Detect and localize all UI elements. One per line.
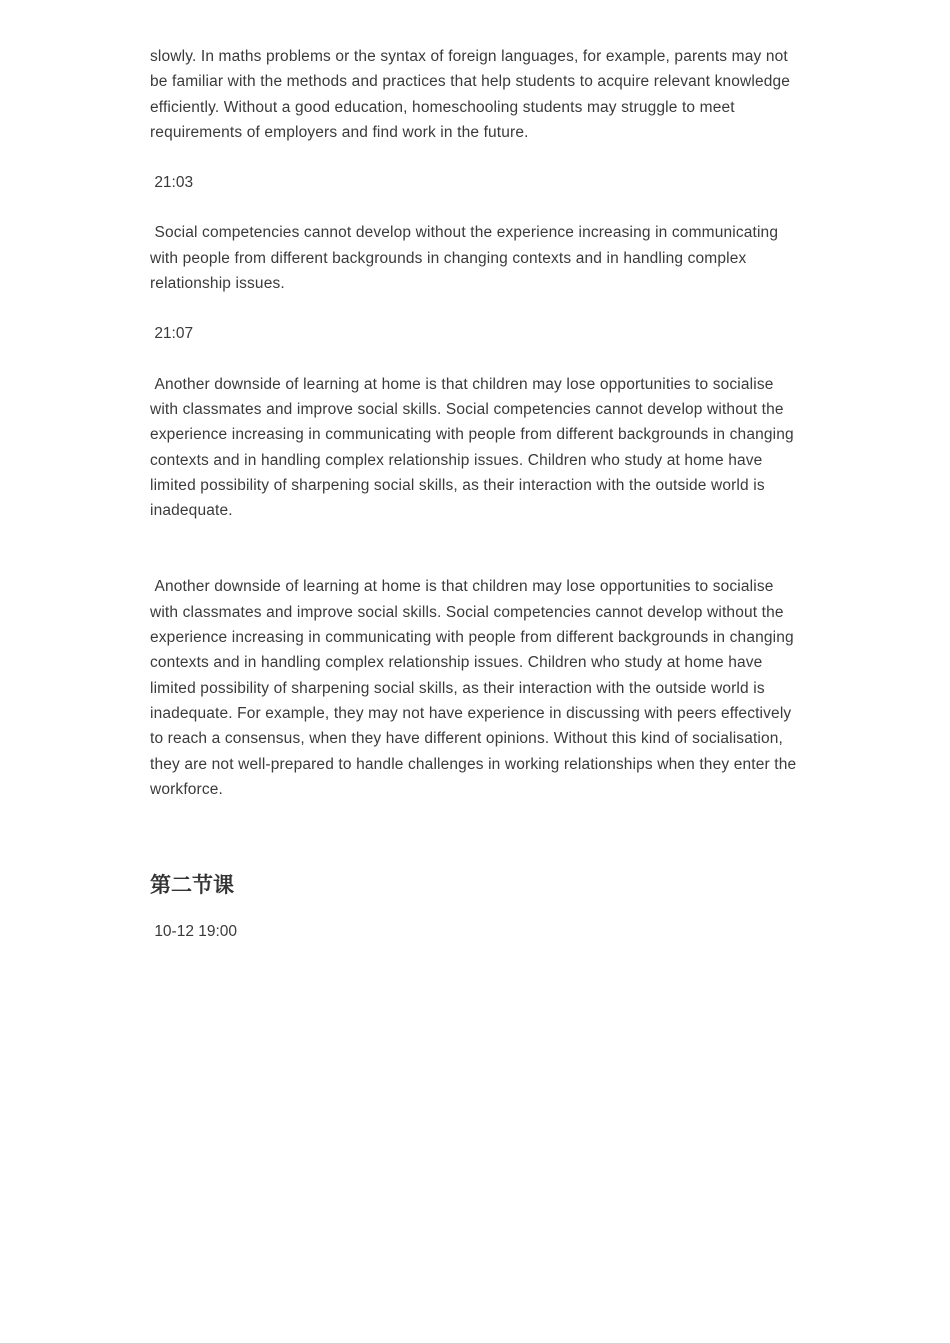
timestamp-2107: 21:07 [150, 325, 194, 343]
section-header [150, 871, 800, 944]
spacer [150, 347, 800, 372]
paragraph-downside-full: Another downside of learning at home is that children may lose opportunities to socialise with classmates and improve social skills. Social competencies cannot develop without the experience increasing in communicating with people from different backgrounds in changing contexts and in handling complex relationship issues. Children who study at home have limited possibility of sharpening social skills, as their interaction with the outside world is inadequate. For example, they may not have experience in discussing with peers effectively to reach a consensus, when they have different opinions. Without this kind of socialisation, they are not well-prepared to handle challenges in working relationships when they enter the workforce. [150, 578, 801, 798]
timestamp-2103: 21:03 [150, 174, 194, 192]
paragraph-downside-short: Another downside of learning at home is that children may lose opportunities to socialise with classmates and improve social skills. Social competencies cannot develop without the experience increasing in communicating with people from different backgrounds in changing contexts and in handling complex relationship issues. Children who study at home have limited possibility of sharpening social skills, as their interaction with the outside world is inadequate. [150, 375, 799, 520]
paragraph-social-competencies: Social competencies cannot develop without the experience increasing in communicating with people from different backgrounds in changing contexts and in handling complex relationship issues. [150, 224, 783, 293]
spacer [150, 145, 800, 170]
paragraph-homeschool-education: slowly. In maths problems or the syntax of foreign languages, for example, parents may not be familiar with the methods and practices that help students to acquire relevant knowledge efficiently. Without a good education, homeschooling students may struggle to meet requirements of employers and find work in the future. [150, 48, 795, 141]
document-content [150, 44, 800, 944]
spacer [150, 523, 800, 574]
section-title: 第二节课 [150, 873, 234, 898]
section-date: 10-12 19:00 [150, 923, 238, 941]
spacer [150, 195, 800, 220]
spacer [150, 296, 800, 321]
